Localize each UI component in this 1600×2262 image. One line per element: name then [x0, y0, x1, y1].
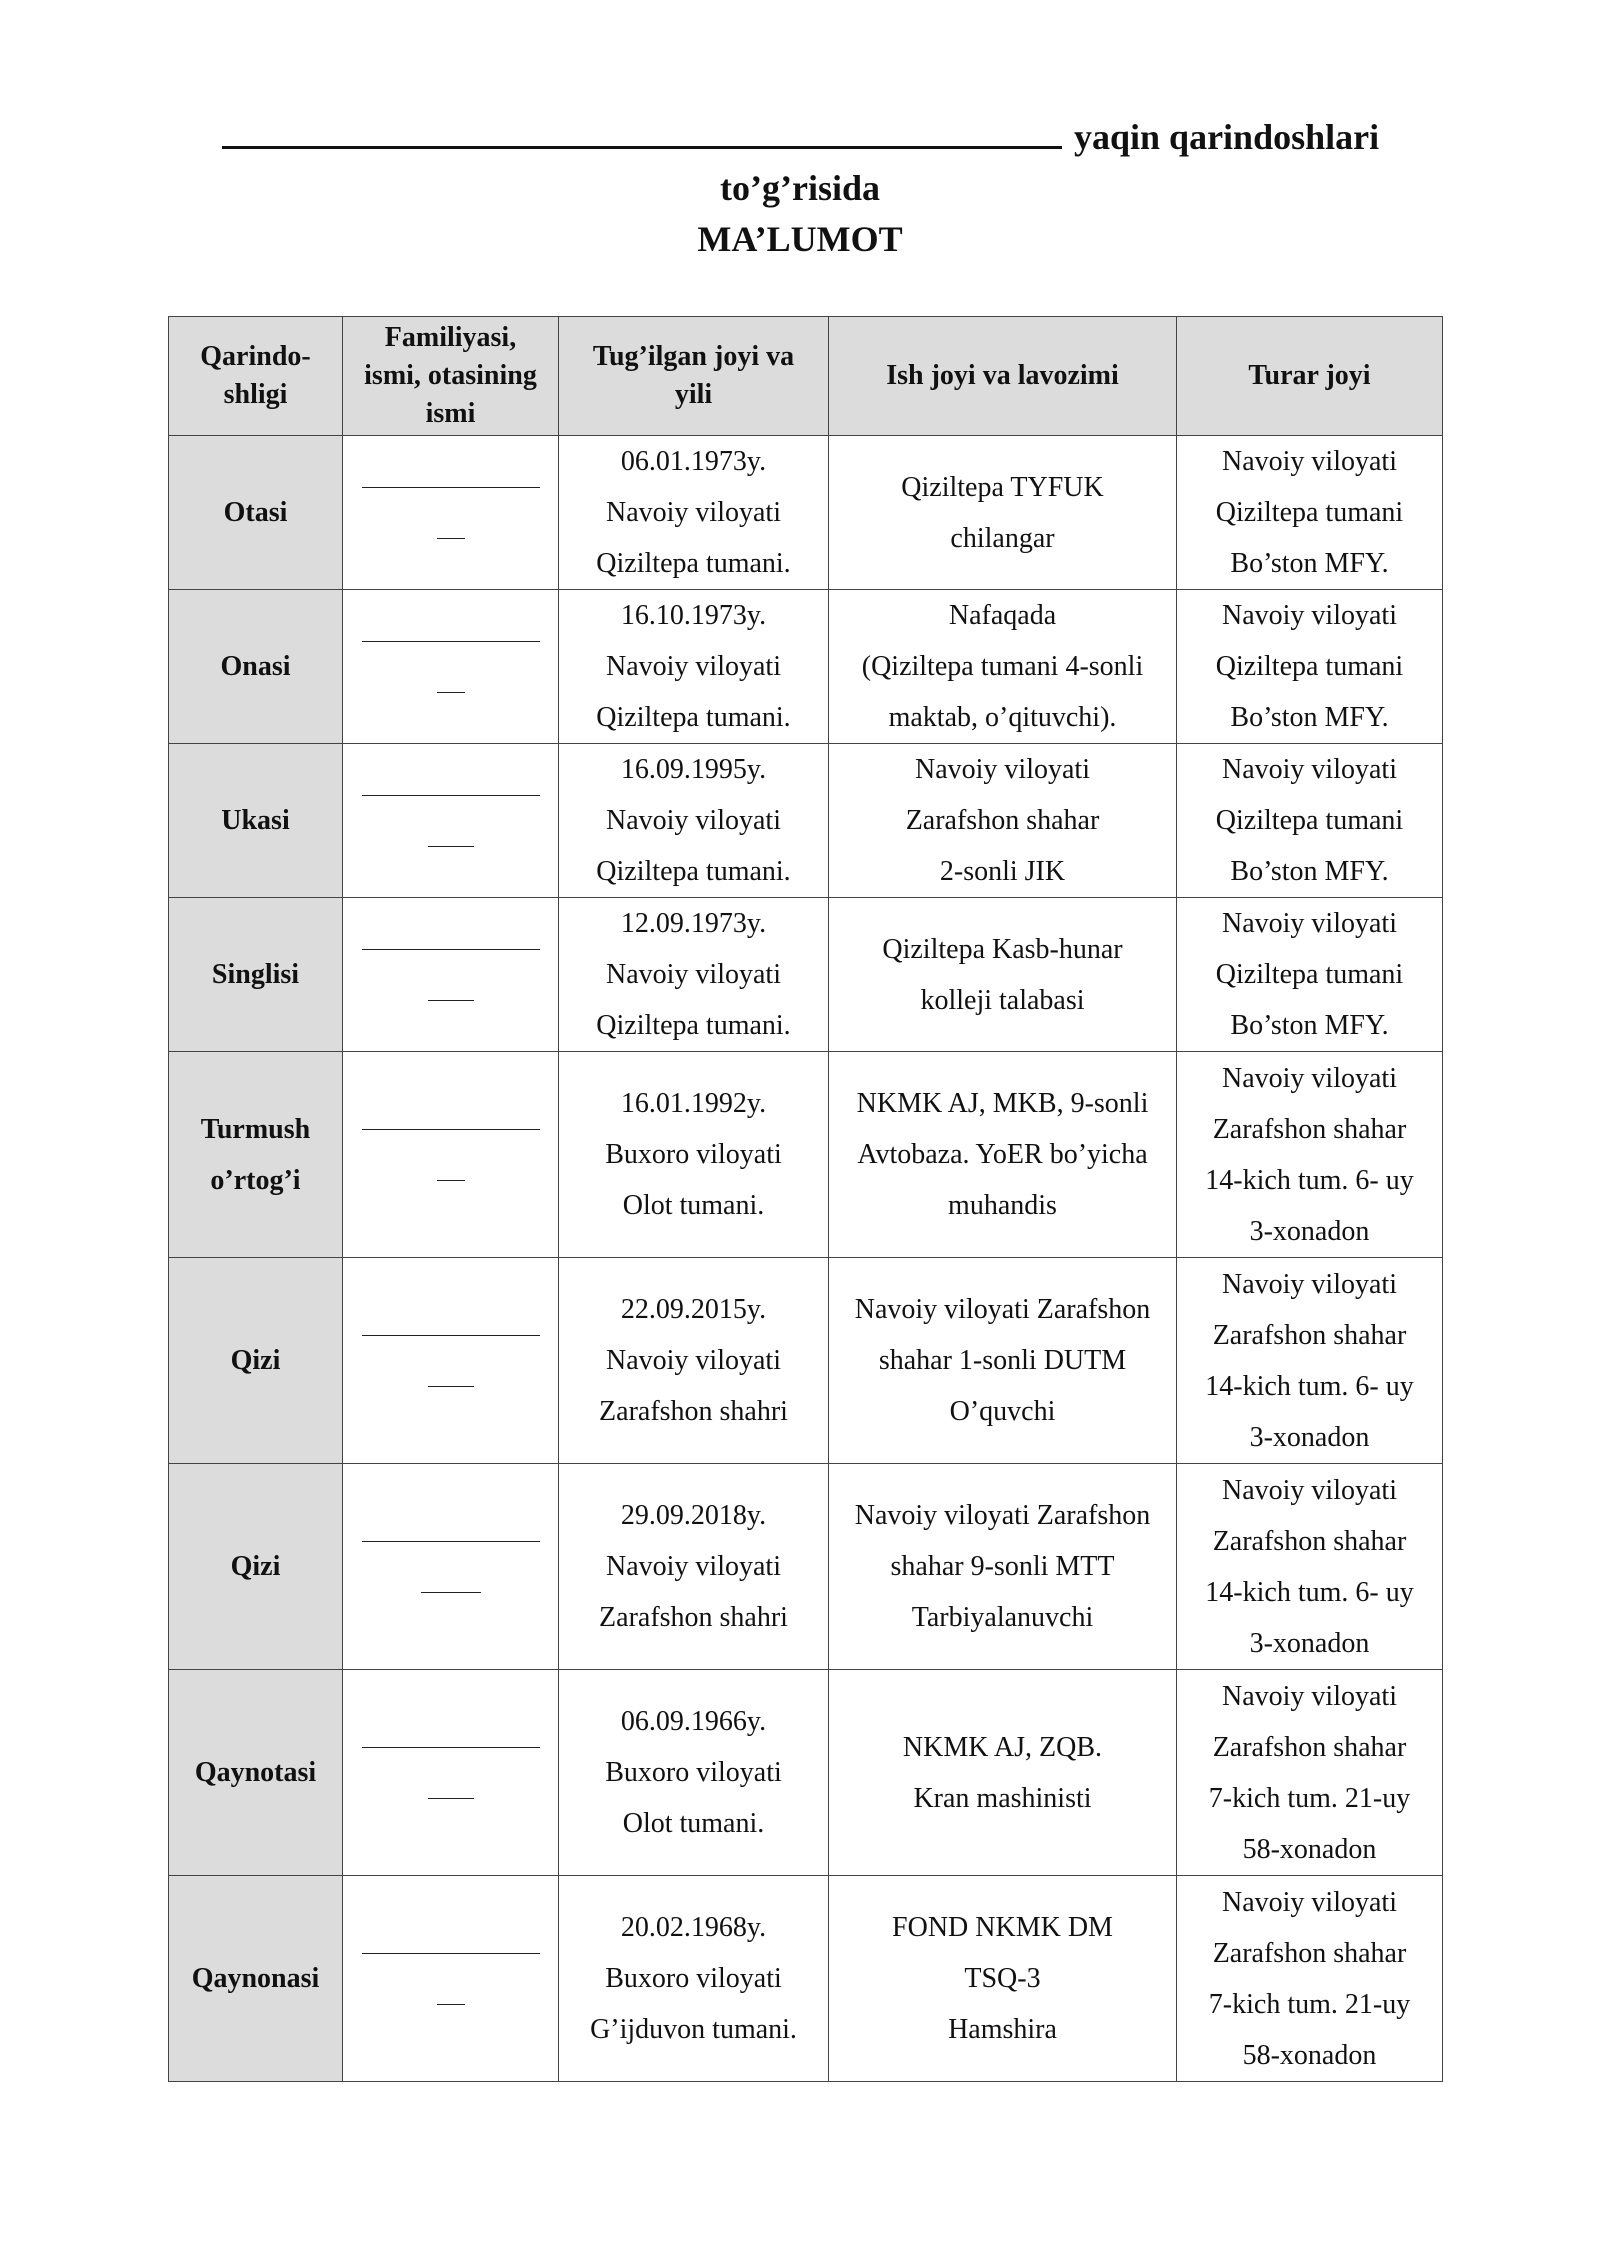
blank-underline-short: [437, 692, 465, 693]
full-name-blank-cell: [343, 898, 559, 1052]
work-info-cell: Navoiy viloyati Zarafshon shahar 9-sonli MTT Tarbiyalanuvchi: [829, 1464, 1177, 1670]
residence-cell: Navoiy viloyati Zarafshon shahar 14-kich tum. 6- uy 3-xonadon: [1177, 1258, 1443, 1464]
table-row: [169, 1670, 1443, 1876]
blank-underline: [362, 795, 540, 796]
birth-info-cell: 20.02.1968y. Buxoro viloyati G’ijduvon tumani.: [559, 1876, 829, 2082]
work-info-cell: Navoiy viloyati Zarafshon shahar 1-sonli DUTM O’quvchi: [829, 1258, 1177, 1464]
full-name-blank-cell: [343, 1876, 559, 2082]
table-body: [169, 436, 1443, 2082]
relation-cell: Qaynonasi: [169, 1876, 343, 2082]
work-info-cell: FOND NKMK DM TSQ-3 Hamshira: [829, 1876, 1177, 2082]
residence-cell: Navoiy viloyati Zarafshon shahar 14-kich tum. 6- uy 3-xonadon: [1177, 1464, 1443, 1670]
residence-cell: Navoiy viloyati Zarafshon shahar 14-kich tum. 6- uy 3-xonadon: [1177, 1052, 1443, 1258]
full-name-blank-cell: [343, 436, 559, 590]
work-info-cell: NKMK AJ, MKB, 9-sonli Avtobaza. YoER bo’yicha muhandis: [829, 1052, 1177, 1258]
birth-info-cell: 06.09.1966y. Buxoro viloyati Olot tumani.: [559, 1670, 829, 1876]
birth-info-cell: 29.09.2018y. Navoiy viloyati Zarafshon shahri: [559, 1464, 829, 1670]
blank-underline: [362, 1747, 540, 1748]
birth-info-cell: 16.01.1992y. Buxoro viloyati Olot tumani.: [559, 1052, 829, 1258]
full-name-blank-cell: [343, 1464, 559, 1670]
residence-cell: Navoiy viloyati Zarafshon shahar 7-kich tum. 21-uy 58-xonadon: [1177, 1670, 1443, 1876]
birth-info-cell: 12.09.1973y. Navoiy viloyati Qiziltepa tumani.: [559, 898, 829, 1052]
residence-cell: Navoiy viloyati Qiziltepa tumani Bo’ston MFY.: [1177, 898, 1443, 1052]
relation-cell: Otasi: [169, 436, 343, 590]
relation-cell: Ukasi: [169, 744, 343, 898]
work-info-cell: Qiziltepa TYFUK chilangar: [829, 436, 1177, 590]
residence-cell: Navoiy viloyati Qiziltepa tumani Bo’ston MFY.: [1177, 436, 1443, 590]
blank-underline-short: [428, 1386, 474, 1387]
table-row: [169, 1464, 1443, 1670]
table-row: [169, 1258, 1443, 1464]
work-info-cell: Nafaqada (Qiziltepa tumani 4-sonli maktab, o’qituvchi).: [829, 590, 1177, 744]
full-name-blank-cell: [343, 1670, 559, 1876]
table-row: [169, 744, 1443, 898]
column-header-residence: Turar joyi: [1177, 317, 1443, 436]
relation-cell: Singlisi: [169, 898, 343, 1052]
blank-underline: [362, 1953, 540, 1954]
table-row: [169, 1052, 1443, 1258]
blank-underline: [362, 641, 540, 642]
table-row: [169, 590, 1443, 744]
table-row: [169, 1876, 1443, 2082]
blank-underline: [362, 949, 540, 950]
relatives-table: [168, 316, 1443, 2082]
table-row: [169, 436, 1443, 590]
full-name-blank-cell: [343, 1258, 559, 1464]
relation-cell: Qizi: [169, 1464, 343, 1670]
relation-cell: Qaynotasi: [169, 1670, 343, 1876]
work-info-cell: Qiziltepa Kasb-hunar kolleji talabasi: [829, 898, 1177, 1052]
birth-info-cell: 06.01.1973y. Navoiy viloyati Qiziltepa tumani.: [559, 436, 829, 590]
blank-underline-short: [428, 846, 474, 847]
blank-underline-short: [428, 1000, 474, 1001]
column-header-work: Ish joyi va lavozimi: [829, 317, 1177, 436]
blank-underline-short: [428, 1798, 474, 1799]
document-title-line2: to’g’risida: [720, 168, 880, 208]
birth-info-cell: 16.10.1973y. Navoiy viloyati Qiziltepa tumani.: [559, 590, 829, 744]
work-info-cell: Navoiy viloyati Zarafshon shahar 2-sonli JIK: [829, 744, 1177, 898]
blank-underline: [362, 487, 540, 488]
name-blank-line: [222, 116, 1062, 149]
table-row: [169, 898, 1443, 1052]
document-title-line1: [222, 112, 1462, 162]
blank-underline-short: [437, 2004, 465, 2005]
column-header-relation: Qarindo- shligi: [169, 317, 343, 436]
relation-cell: Turmush o’rtog’i: [169, 1052, 343, 1258]
blank-underline-short: [437, 538, 465, 539]
column-header-birth: Tug’ilgan joyi va yili: [559, 317, 829, 436]
column-header-full-name: Familiyasi, ismi, otasining ismi: [343, 317, 559, 436]
blank-underline-short: [421, 1592, 481, 1593]
birth-info-cell: 16.09.1995y. Navoiy viloyati Qiziltepa tumani.: [559, 744, 829, 898]
residence-cell: Navoiy viloyati Qiziltepa tumani Bo’ston MFY.: [1177, 744, 1443, 898]
work-info-cell: NKMK AJ, ZQB. Kran mashinisti: [829, 1670, 1177, 1876]
title-suffix: yaqin qarindoshlari: [1074, 117, 1380, 157]
relation-cell: Onasi: [169, 590, 343, 744]
blank-underline: [362, 1335, 540, 1336]
residence-cell: Navoiy viloyati Zarafshon shahar 7-kich tum. 21-uy 58-xonadon: [1177, 1876, 1443, 2082]
full-name-blank-cell: [343, 744, 559, 898]
residence-cell: Navoiy viloyati Qiziltepa tumani Bo’ston MFY.: [1177, 590, 1443, 744]
document-title-main: MA’LUMOT: [697, 219, 903, 259]
full-name-blank-cell: [343, 590, 559, 744]
relation-cell: Qizi: [169, 1258, 343, 1464]
blank-underline: [362, 1541, 540, 1542]
blank-underline: [362, 1129, 540, 1130]
table-header-row: [169, 317, 1443, 436]
birth-info-cell: 22.09.2015y. Navoiy viloyati Zarafshon shahri: [559, 1258, 829, 1464]
blank-underline-short: [437, 1180, 465, 1181]
full-name-blank-cell: [343, 1052, 559, 1258]
